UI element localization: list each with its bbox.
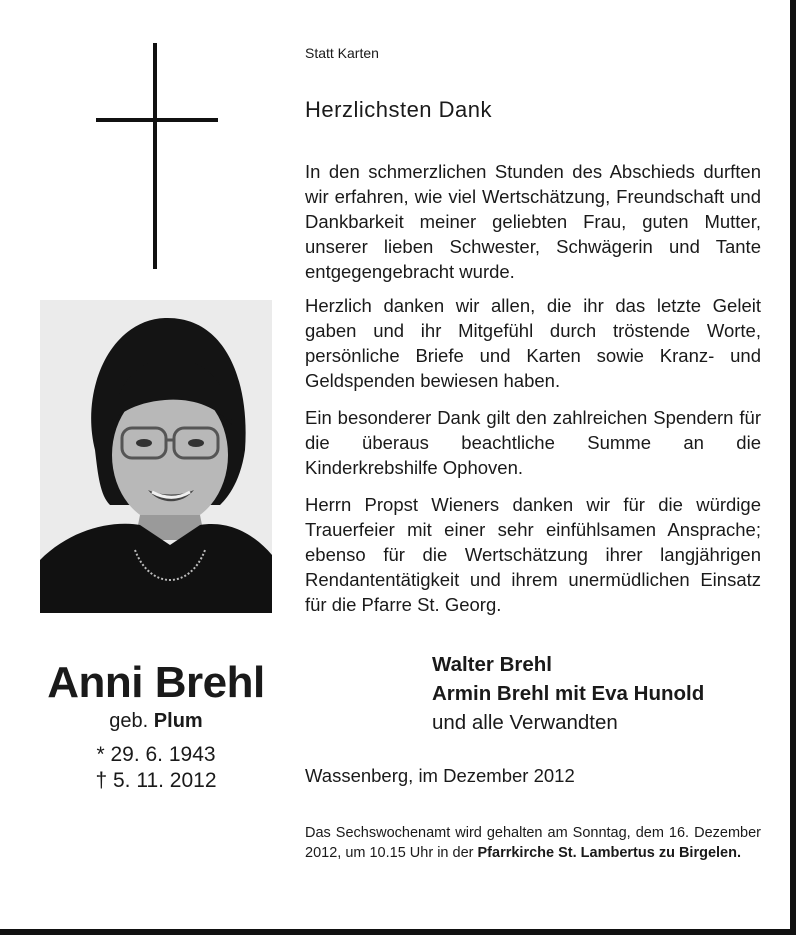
paragraph-2: Herzlich danken wir allen, die ihr das letzte Geleit gaben und ihr Mitgefühl durch tröstende Worte, persönliche Briefe und Karten sowie Kranz- und Geldspenden bewiesen haben. — [305, 295, 761, 391]
signers-block — [432, 650, 704, 737]
maiden-name: Plum — [153, 710, 203, 732]
notice-text: Das Sechswochenamt wird gehalten am Sonntag, dem 16. Dezember 2012, um 10.15 Uhr in der — [305, 825, 761, 861]
cross-icon-horizontal — [96, 118, 218, 122]
maiden-name-line — [0, 710, 312, 733]
geb-prefix: geb. — [109, 710, 149, 732]
thanks-heading: Herzlichsten Dank — [305, 97, 493, 122]
signer-2: Armin Brehl mit Eva Hunold — [432, 682, 705, 705]
death-date: 5. 11. 2012 — [112, 769, 217, 792]
statt-karten: Statt Karten — [305, 45, 379, 61]
birth-line — [0, 742, 312, 768]
portrait-photo — [40, 300, 272, 613]
birth-symbol: * — [96, 743, 105, 766]
death-symbol: † — [95, 769, 108, 792]
death-line — [0, 768, 312, 794]
notice-location: Pfarrkirche St. Lambertus zu Birgelen. — [477, 845, 741, 861]
paragraph-4: Herrn Propst Wieners danken wir für die würdige Trauerfeier mit einer sehr einfühlsamen Ansprache; ebenso für die Wertschätzung ihrer langjährigen Rendantentätigkeit und ihrem unermüdlichen Einsatz für die Pfarre St. Georg. — [305, 494, 761, 615]
portrait-illustration — [40, 300, 272, 613]
signer-3: und alle Verwandten — [432, 711, 618, 734]
life-dates — [0, 742, 312, 794]
paragraph-1: In den schmerzlichen Stunden des Abschieds durften wir erfahren, wie viel Wertschätzung, Freundschaft und Dankbarkeit meiner geliebten Frau, guten Mutter, unserer lieben Schwester, Schwägerin und Tante entgegengebracht wurde. — [305, 161, 761, 282]
deceased-name: Anni Brehl — [47, 658, 265, 707]
signer-1: Walter Brehl — [432, 653, 552, 676]
cross-icon-vertical — [153, 43, 157, 269]
birth-date: 29. 6. 1943 — [110, 743, 216, 766]
memorial-notice — [305, 823, 761, 863]
paragraph-3: Ein besonderer Dank gilt den zahlreichen Spendern für die überaus beachtliche Summe an die Kinderkrebshilfe Ophoven. — [305, 407, 761, 478]
place-date: Wassenberg, im Dezember 2012 — [305, 765, 575, 786]
